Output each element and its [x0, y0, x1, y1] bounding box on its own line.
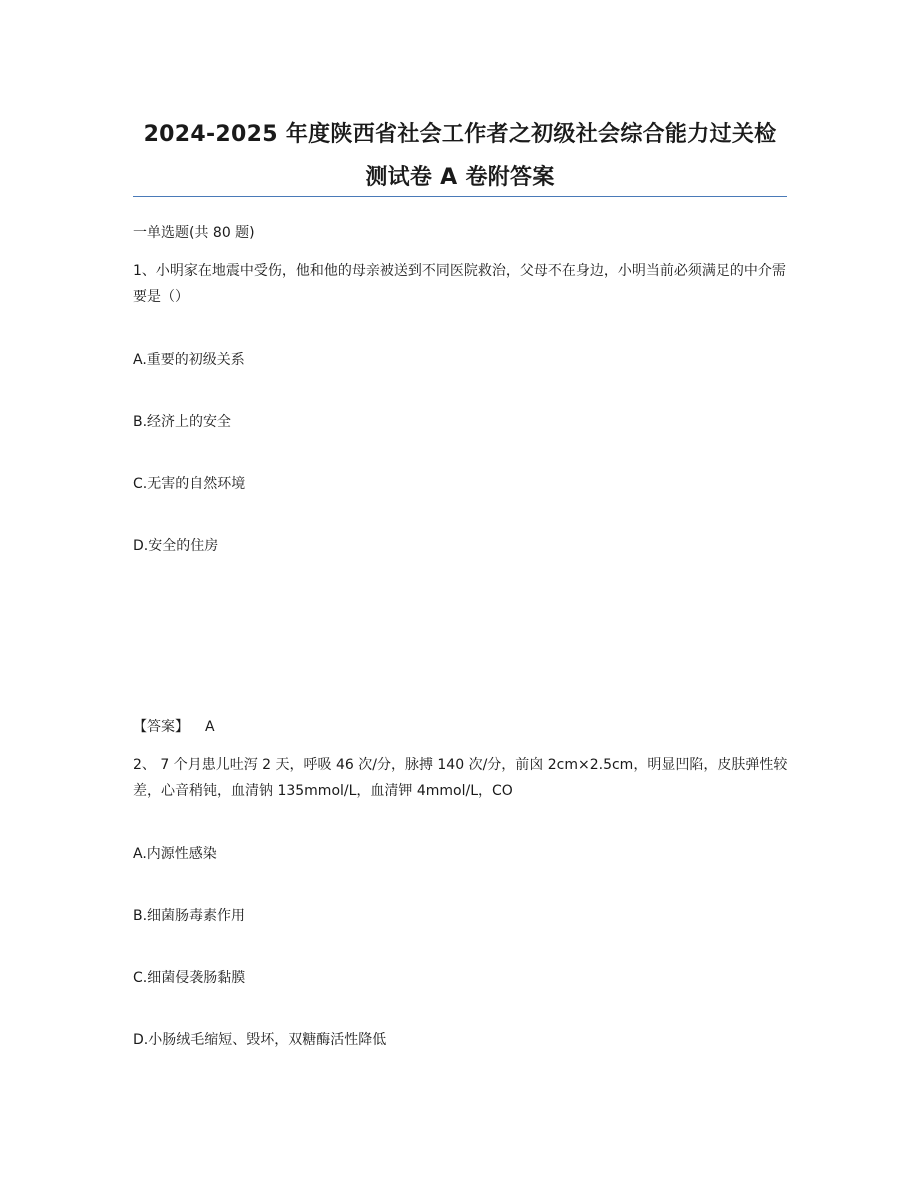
question-1-option-c: C.无害的自然环境: [133, 476, 246, 492]
page-title: 2024-2025 年度陕西省社会工作者之初级社会综合能力过关检测试卷 A 卷附答案: [143, 122, 777, 190]
question-2-option-b: B.细菌肠毒素作用: [133, 908, 246, 924]
question-1-option-b: B.经济上的安全: [133, 414, 232, 430]
question-2-option-c: C.细菌侵袭肠黏膜: [133, 970, 246, 986]
answer-label: 【答案】: [133, 719, 189, 735]
question-1-option-d: D.安全的住房: [133, 538, 219, 554]
question-1-text: 1、小明家在地震中受伤，他和他的母亲被送到不同医院救治，父母不在身边，小明当前必须满足的中介需要是（）: [133, 263, 786, 305]
question-2-option-d: D.小肠绒毛缩短、毁坏，双糖酶活性降低: [133, 1032, 387, 1048]
question-1-option-a: A.重要的初级关系: [133, 352, 245, 368]
question-2-option-a: A.内源性感染: [133, 846, 217, 862]
answer-value: A: [205, 719, 215, 735]
question-2-text: 2、 7 个月患儿吐泻 2 天，呼吸 46 次/分，脉搏 140 次/分，前囟 2cm×2.5cm，明显凹陷，皮肤弹性较差，心音稍钝，血清钠 135mmol/L，血清钾 4mmol/L，CO: [133, 757, 788, 799]
question-1-answer: [133, 716, 215, 736]
title-divider: [133, 196, 787, 197]
section-heading: 一单选题(共 80 题): [133, 225, 255, 241]
